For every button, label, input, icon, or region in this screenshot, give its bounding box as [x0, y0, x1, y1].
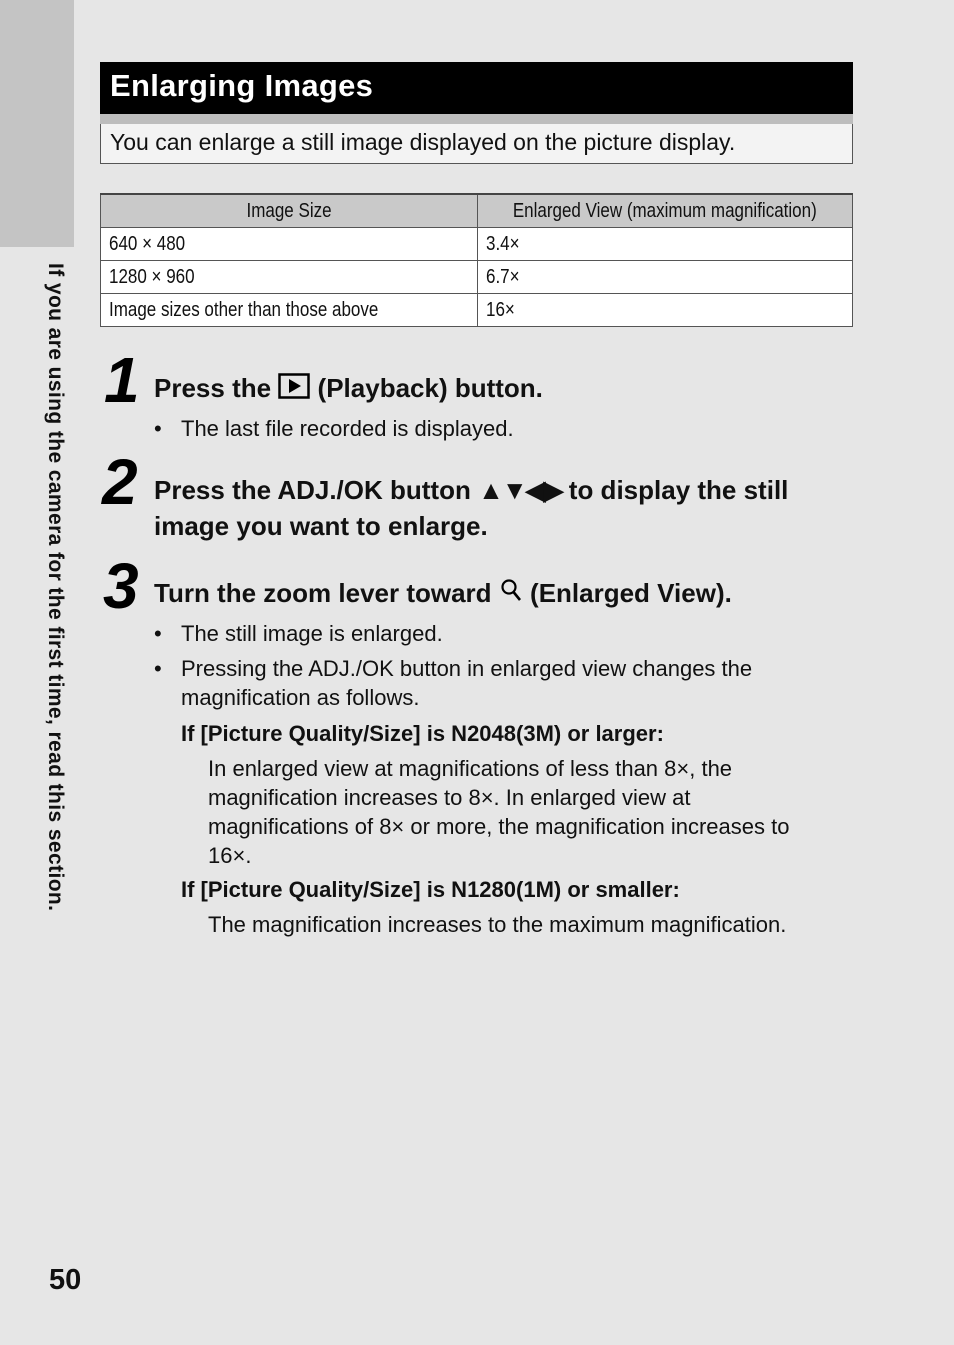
case-1-text: In enlarged view at magnifications of less than 8×, the magnification increases to 8×. In enlarged view at magnifications of 8× or more, the magnification increases to 16×.	[208, 756, 790, 868]
side-tab	[0, 0, 74, 247]
case-1-heading: If [Picture Quality/Size] is N2048(3M) or larger:	[181, 721, 664, 746]
list-item: • The still image is enlarged.	[154, 621, 443, 646]
table-header-row	[101, 194, 853, 228]
side-label: If you are using the camera for the first time, read this section.	[44, 263, 67, 912]
step-2-heading-start: Press the ADJ./OK button	[154, 475, 471, 505]
step-3-heading	[154, 575, 732, 613]
step-1-heading-end: (Playback) button.	[317, 373, 543, 403]
direction-arrows-icon: ▲▼◀▶	[478, 475, 562, 505]
page-number: 50	[49, 1264, 82, 1296]
magnifier-icon	[499, 577, 523, 613]
list-item: • The last file recorded is displayed.	[154, 416, 514, 441]
step-2-heading-line2: image you want to enlarge.	[154, 511, 488, 541]
step-1-heading	[154, 370, 543, 408]
step-number-2: 2	[102, 446, 138, 518]
table-cell: Image sizes other than those above	[101, 294, 478, 327]
step-2-heading-end: to display the still	[568, 475, 789, 505]
table-cell: 6.7×	[478, 261, 853, 294]
title-divider	[100, 114, 853, 124]
step-number-1: 1	[104, 344, 140, 416]
magnification-table	[100, 193, 853, 327]
step-3-heading-end: (Enlarged View).	[530, 578, 732, 608]
table-row	[101, 261, 853, 294]
page-title: Enlarging Images	[100, 62, 853, 114]
case-2-heading: If [Picture Quality/Size] is N1280(1M) or smaller:	[181, 877, 680, 902]
table-cell: 3.4×	[478, 228, 853, 261]
list-item: • Pressing the ADJ./OK button in enlarged view changes the magnification as follows.	[154, 656, 753, 710]
step-3-heading-start: Turn the zoom lever toward	[154, 578, 492, 608]
step-1-heading-start: Press the	[154, 373, 272, 403]
table-header-cell: Enlarged View (maximum magnification)	[478, 194, 853, 228]
playback-icon	[278, 372, 310, 408]
table-cell: 640 × 480	[101, 228, 478, 261]
step-number-3: 3	[103, 550, 139, 622]
table-header-cell: Image Size	[101, 194, 478, 228]
table-row	[101, 294, 853, 327]
intro-text: You can enlarge a still image displayed on the picture display.	[100, 124, 853, 164]
table-cell: 16×	[478, 294, 853, 327]
case-2-text: The magnification increases to the maximum magnification.	[208, 912, 787, 937]
step-2-heading	[154, 472, 788, 544]
table-cell: 1280 × 960	[101, 261, 478, 294]
table-row	[101, 228, 853, 261]
